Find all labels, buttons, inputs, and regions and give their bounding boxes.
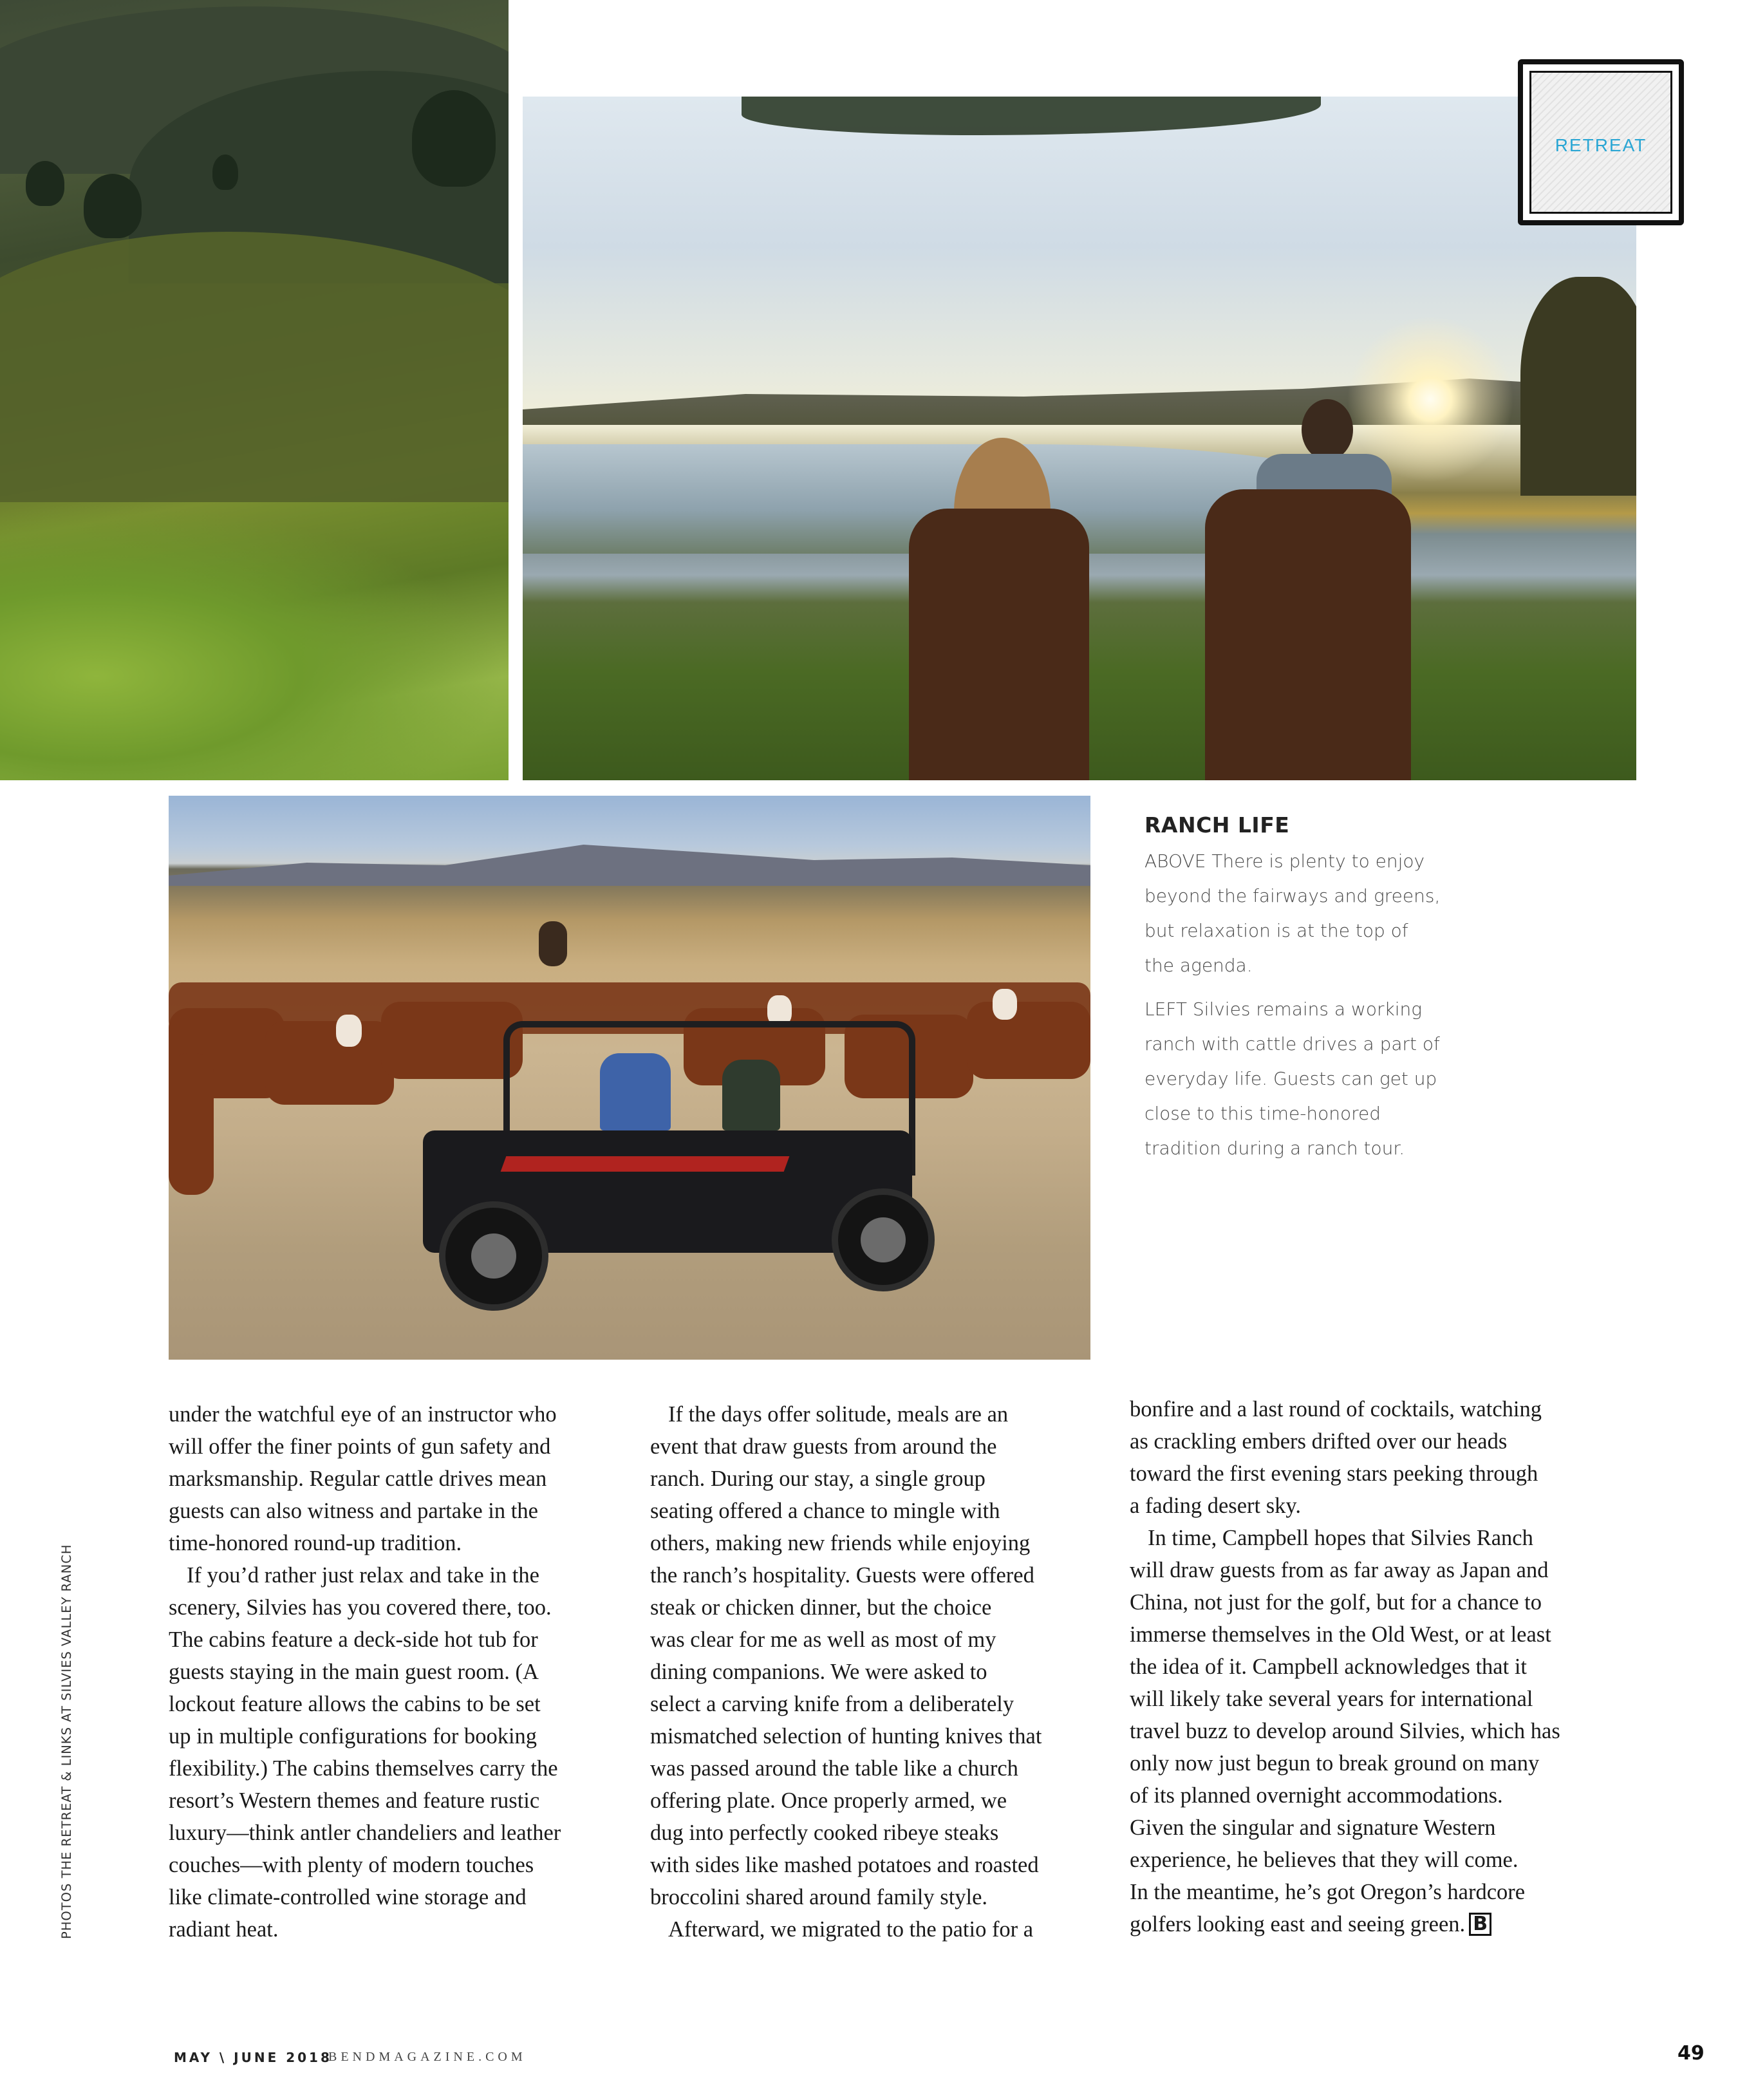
text-line: the idea of it. Campbell acknowledges that it [1130, 1655, 1527, 1679]
text-line: offering plate. Once properly armed, we [650, 1788, 1007, 1813]
caption-above: ABOVE There is plenty to enjoy beyond the fairways and greens, but relaxation is at the top of the agenda. [1145, 850, 1441, 976]
text-line: immerse themselves in the Old West, or at least [1130, 1622, 1551, 1647]
cow [967, 1002, 1090, 1079]
text-line: as crackling embers drifted over our heads [1130, 1429, 1508, 1454]
text-line: lockout feature allows the cabins to be set [169, 1692, 541, 1716]
driver [600, 1053, 671, 1130]
cow-face [993, 989, 1017, 1020]
photo-caption [1145, 812, 1441, 1175]
utv-hub [471, 1233, 516, 1279]
photo-cattle-drive [169, 796, 1090, 1360]
passenger [722, 1060, 780, 1130]
footer-issue-date: MAY \ JUNE 2018 [174, 2050, 332, 2065]
text-line: will draw guests from as far away as Japan and [1130, 1558, 1549, 1582]
text-line: Afterward, we migrated to the patio for a [668, 1917, 1034, 1942]
body-column-1 [169, 1398, 619, 1945]
text-line: will offer the finer points of gun safety and [169, 1434, 551, 1459]
text-line: flexibility.) The cabins themselves carry the [169, 1756, 558, 1781]
text-line: The cabins feature a deck-side hot tub for [169, 1627, 538, 1652]
text-line: broccolini shared around family style. [650, 1885, 988, 1909]
horse-rider [539, 921, 567, 966]
text-line: only now just begun to break ground on many [1130, 1751, 1540, 1776]
tree [84, 174, 142, 238]
section-label: RETREAT [1555, 135, 1647, 155]
caption-left: LEFT Silvies remains a working ranch with cattle drives a part of everyday life. Guests can get up close to this time-honored tradition during a ranch tour. [1145, 998, 1440, 1159]
text-line: guests staying in the main guest room. (A [169, 1660, 539, 1684]
text-line: In time, Campbell hopes that Silvies Ranch [1148, 1526, 1533, 1550]
tree [212, 155, 238, 190]
text-line: seating offered a chance to mingle with [650, 1499, 1000, 1523]
text-line: toward the first evening stars peeking through [1130, 1461, 1538, 1486]
text-line: up in multiple configurations for booking [169, 1724, 537, 1748]
text-line: If the days offer solitude, meals are an [668, 1402, 1009, 1427]
body-column-2 [650, 1398, 1101, 1945]
text-line: couches—with plenty of modern touches [169, 1853, 534, 1877]
text-line: Given the singular and signature Western [1130, 1815, 1496, 1840]
page-number: 49 [1677, 2042, 1705, 2065]
text-line: like climate-controlled wine storage and [169, 1885, 527, 1909]
cow [381, 1002, 523, 1079]
distant-mountains [169, 834, 1090, 886]
footer-website: BENDMAGAZINE.COM [328, 2050, 527, 2064]
text-line: travel buzz to develop around Silvies, which has [1130, 1719, 1560, 1743]
text-line: resort’s Western themes and feature rustic [169, 1788, 540, 1813]
text-line: others, making new friends while enjoying [650, 1531, 1031, 1555]
cow-face [336, 1015, 362, 1047]
overhanging-branches [742, 97, 1321, 135]
text-line: ranch. During our stay, a single group [650, 1467, 986, 1491]
text-line: scenery, Silvies has you covered there, too. [169, 1595, 552, 1620]
text-line: with sides like mashed potatoes and roasted [650, 1853, 1039, 1877]
hill-slope [0, 232, 509, 502]
caption-title: RANCH LIFE [1145, 812, 1290, 838]
text-line: was clear for me as well as most of my [650, 1627, 996, 1652]
tree [26, 161, 64, 206]
utv-red-stripe [501, 1156, 790, 1172]
text-line: event that draw guests from around the [650, 1434, 997, 1459]
text-line: will likely take several years for international [1130, 1687, 1533, 1711]
text-line: mismatched selection of hunting knives that [650, 1724, 1042, 1748]
text-line-last [1130, 1908, 1600, 1940]
tree [1520, 277, 1636, 496]
text-line: bonfire and a last round of cocktails, watching [1130, 1397, 1542, 1421]
text-line: dug into perfectly cooked ribeye steaks [650, 1821, 999, 1845]
adirondack-chair [1205, 489, 1411, 780]
body-column-3 [1130, 1393, 1600, 1940]
cow [265, 1021, 394, 1105]
text-line: was passed around the table like a church [650, 1756, 1018, 1781]
text-line: of its planned overnight accommodations. [1130, 1783, 1503, 1808]
text-line: luxury—think antler chandeliers and leather [169, 1821, 561, 1845]
text-line: If you’d rather just relax and take in the [187, 1563, 539, 1588]
text-line: under the watchful eye of an instructor who [169, 1402, 557, 1427]
photo-rolling-hills [0, 0, 509, 780]
photo-couple-by-pond [523, 97, 1636, 780]
text-line: China, not just for the golf, but for a chance to [1130, 1590, 1542, 1615]
man-head [1302, 399, 1353, 460]
text-line: marksmanship. Regular cattle drives mean [169, 1467, 547, 1491]
text-line: select a carving knife from a deliberately [650, 1692, 1014, 1716]
text-line: time-honored round-up tradition. [169, 1531, 462, 1555]
text-line: the ranch’s hospitality. Guests were offered [650, 1563, 1034, 1588]
cow [169, 1053, 214, 1195]
tree [412, 90, 496, 187]
utv-hub [861, 1217, 906, 1262]
text-line: guests can also witness and partake in the [169, 1499, 538, 1523]
text-line: In the meantime, he’s got Oregon’s hardcore [1130, 1880, 1526, 1904]
end-mark-icon: B [1469, 1913, 1491, 1936]
photo-credit: PHOTOS THE RETREAT & LINKS AT SILVIES VALLEY RANCH [59, 1544, 74, 1939]
text-line: radiant heat. [169, 1917, 279, 1942]
section-badge [1518, 59, 1684, 225]
text-line: steak or chicken dinner, but the choice [650, 1595, 992, 1620]
text-line: experience, he believes that they will come. [1130, 1848, 1518, 1872]
text-line: a fading desert sky. [1130, 1494, 1302, 1518]
text-line: golfers looking east and seeing green. [1130, 1912, 1466, 1936]
adirondack-chair [909, 509, 1089, 780]
text-line: dining companions. We were asked to [650, 1660, 987, 1684]
